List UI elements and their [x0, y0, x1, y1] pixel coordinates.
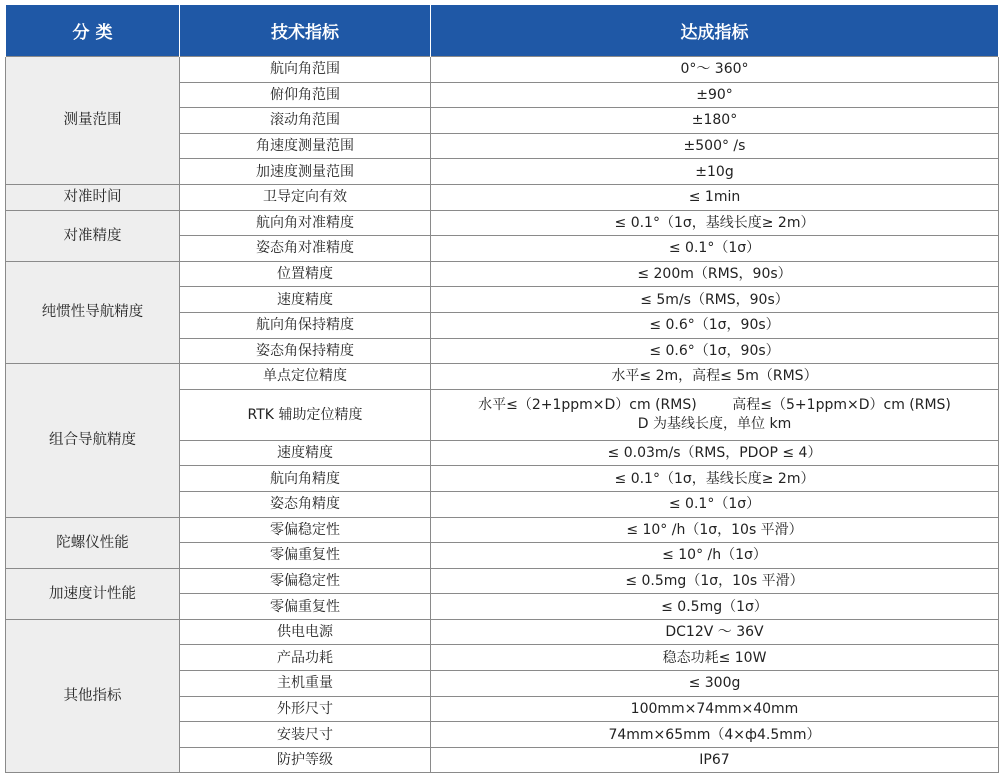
- achieved-value-cell: ±10g: [431, 159, 999, 185]
- technical-item-cell: 零偏稳定性: [180, 517, 431, 543]
- technical-item-cell: 外形尺寸: [180, 696, 431, 722]
- technical-item-cell: 速度精度: [180, 287, 431, 313]
- achieved-value-cell: ≤ 0.1°（1σ）: [431, 236, 999, 262]
- category-cell: 纯惯性导航精度: [6, 261, 180, 363]
- technical-item-cell: 滚动角范围: [180, 108, 431, 134]
- table-row: [6, 619, 999, 645]
- technical-item-cell: 主机重量: [180, 671, 431, 697]
- table-row: [6, 184, 999, 210]
- category-cell: 加速度计性能: [6, 568, 180, 619]
- achieved-value-cell: ≤ 0.6°（1σ，90s）: [431, 338, 999, 364]
- table-row: [6, 364, 999, 390]
- achieved-value-cell: ≤ 0.03m/s（RMS，PDOP ≤ 4）: [431, 440, 999, 466]
- category-cell: 组合导航精度: [6, 364, 180, 517]
- achieved-value-cell: ≤ 10° /h（1σ）: [431, 543, 999, 569]
- header-category: 分 类: [6, 5, 180, 57]
- achieved-value-cell: ±500° /s: [431, 133, 999, 159]
- achieved-value-cell: ≤ 1min: [431, 184, 999, 210]
- technical-item-cell: 卫导定向有效: [180, 184, 431, 210]
- table-row: [6, 568, 999, 594]
- spec-table-body: [6, 57, 999, 773]
- achieved-value-cell: ≤ 0.6°（1σ，90s）: [431, 312, 999, 338]
- achieved-value-line: 水平≤（2+1ppm×D）cm (RMS) 高程≤（5+1ppm×D）cm (RMS): [478, 396, 951, 413]
- technical-item-cell: 加速度测量范围: [180, 159, 431, 185]
- achieved-value-cell: 水平≤ 2m，高程≤ 5m（RMS）: [431, 364, 999, 390]
- technical-item-cell: 安装尺寸: [180, 722, 431, 748]
- technical-item-cell: 零偏重复性: [180, 594, 431, 620]
- achieved-value-cell: ±180°: [431, 108, 999, 134]
- achieved-value-cell: ≤ 0.1°（1σ）: [431, 491, 999, 517]
- technical-item-cell: 单点定位精度: [180, 364, 431, 390]
- technical-item-cell: 姿态角保持精度: [180, 338, 431, 364]
- technical-item-cell: 航向角范围: [180, 57, 431, 83]
- technical-item-cell: 角速度测量范围: [180, 133, 431, 159]
- header-achieved: 达成指标: [431, 5, 999, 57]
- category-cell: 其他指标: [6, 619, 180, 773]
- achieved-value-cell: ≤ 300g: [431, 671, 999, 697]
- achieved-value-cell: ≤ 10° /h（1σ，10s 平滑）: [431, 517, 999, 543]
- technical-item-cell: 速度精度: [180, 440, 431, 466]
- achieved-value-cell: ≤ 200m（RMS，90s）: [431, 261, 999, 287]
- technical-item-cell: 零偏重复性: [180, 543, 431, 569]
- achieved-value-cell: ≤ 5m/s（RMS，90s）: [431, 287, 999, 313]
- achieved-value-cell: DC12V ～ 36V: [431, 619, 999, 645]
- technical-item-cell: 姿态角精度: [180, 491, 431, 517]
- technical-item-cell: 产品功耗: [180, 645, 431, 671]
- achieved-value-cell: ±90°: [431, 82, 999, 108]
- category-cell: 测量范围: [6, 57, 180, 185]
- technical-item-cell: 位置精度: [180, 261, 431, 287]
- achieved-value-cell: ≤ 0.1°（1σ，基线长度≥ 2m）: [431, 466, 999, 492]
- table-row: [6, 261, 999, 287]
- spec-table-container: [5, 5, 999, 773]
- achieved-value-cell: 稳态功耗≤ 10W: [431, 645, 999, 671]
- technical-item-cell: 航向角精度: [180, 466, 431, 492]
- achieved-value-cell: [431, 389, 999, 440]
- technical-item-cell: 防护等级: [180, 747, 431, 773]
- spec-table: [5, 5, 999, 773]
- achieved-value-cell: 0°～ 360°: [431, 57, 999, 83]
- table-row: [6, 517, 999, 543]
- achieved-value-note: D 为基线长度，单位 km: [637, 415, 792, 432]
- technical-item-cell: 航向角对准精度: [180, 210, 431, 236]
- achieved-value-cell: IP67: [431, 747, 999, 773]
- technical-item-cell: 俯仰角范围: [180, 82, 431, 108]
- header-row: [6, 5, 999, 57]
- technical-item-cell: 零偏稳定性: [180, 568, 431, 594]
- technical-item-cell: 姿态角对准精度: [180, 236, 431, 262]
- category-cell: 对准时间: [6, 184, 180, 210]
- table-row: [6, 210, 999, 236]
- achieved-value-cell: ≤ 0.5mg（1σ，10s 平滑）: [431, 568, 999, 594]
- technical-item-cell: 供电电源: [180, 619, 431, 645]
- technical-item-cell: RTK 辅助定位精度: [180, 389, 431, 440]
- header-technical: 技术指标: [180, 5, 431, 57]
- achieved-value-cell: 74mm×65mm（4×ф4.5mm）: [431, 722, 999, 748]
- achieved-value-cell: ≤ 0.1°（1σ，基线长度≥ 2m）: [431, 210, 999, 236]
- category-cell: 陀螺仪性能: [6, 517, 180, 568]
- technical-item-cell: 航向角保持精度: [180, 312, 431, 338]
- achieved-value-cell: ≤ 0.5mg（1σ）: [431, 594, 999, 620]
- achieved-value-cell: 100mm×74mm×40mm: [431, 696, 999, 722]
- category-cell: 对准精度: [6, 210, 180, 261]
- table-row: [6, 57, 999, 83]
